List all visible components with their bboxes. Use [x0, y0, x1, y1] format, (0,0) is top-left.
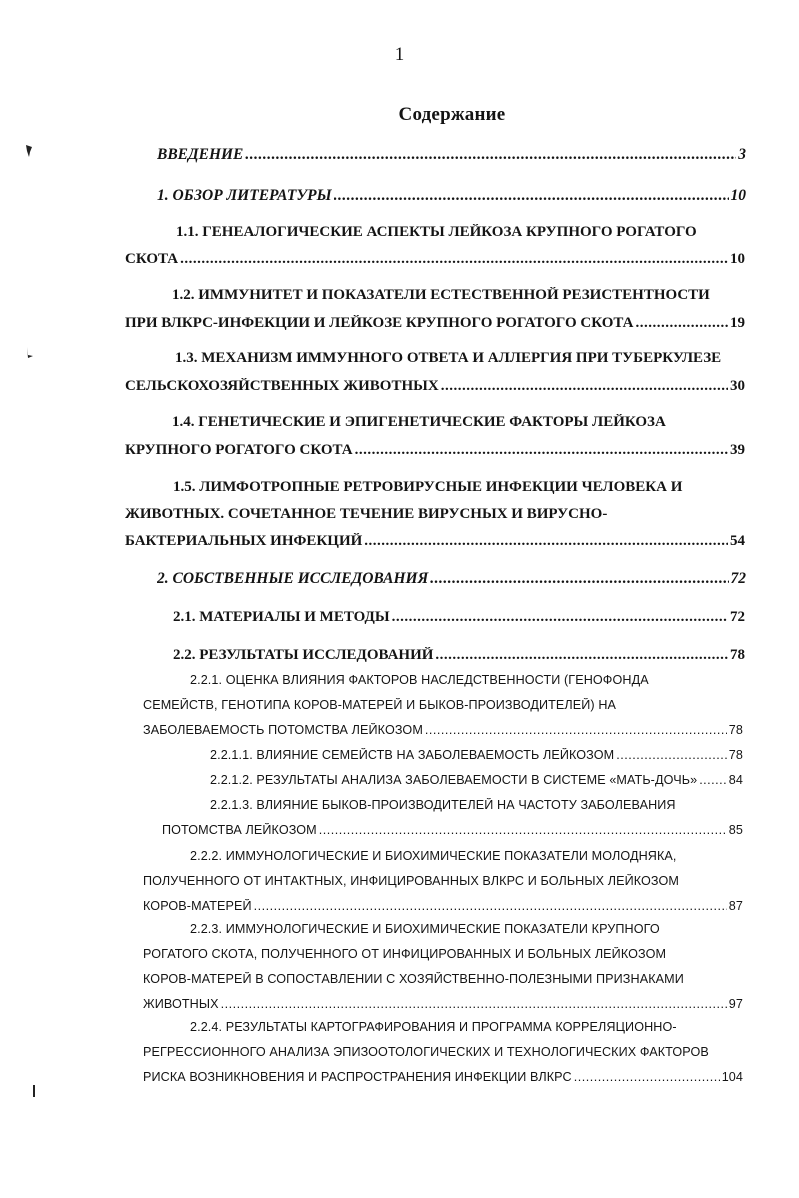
- dot-leader: [430, 570, 728, 588]
- dot-leader: [180, 251, 728, 268]
- scan-speck: [24, 346, 34, 360]
- toc-entry-1-2[interactable]: [125, 287, 745, 332]
- toc-entry-1-5[interactable]: [125, 479, 745, 550]
- entry-page-number: 78: [728, 723, 743, 737]
- entry-title: 2. СОБСТВЕННЫЕ ИССЛЕДОВАНИЯ: [157, 570, 429, 587]
- entry-page-number: 10: [730, 251, 745, 267]
- entry-title-line: СКОТА: [125, 251, 179, 267]
- entry-title: 1. ОБЗОР ЛИТЕРАТУРЫ: [157, 187, 332, 204]
- entry-page-number: 104: [721, 1070, 743, 1084]
- dot-leader: [355, 442, 728, 459]
- entry-title-line: 2.2.4. РЕЗУЛЬТАТЫ КАРТОГРАФИРОВАНИЯ И ПРОГРАММА КОРРЕЛЯЦИОННО-: [190, 1020, 677, 1034]
- entry-title-line: 1.1. ГЕНЕАЛОГИЧЕСКИЕ АСПЕКТЫ ЛЕЙКОЗА КРУПНОГО РОГАТОГО: [176, 224, 697, 240]
- entry-page-number: 39: [730, 442, 745, 458]
- entry-title-line: 2.2.1.3. ВЛИЯНИЕ БЫКОВ-ПРОИЗВОДИТЕЛЕЙ НА ЧАСТОТУ ЗАБОЛЕВАНИЯ: [210, 798, 676, 812]
- toc-entry-2-2-1[interactable]: [143, 673, 743, 737]
- entry-title-line: 1.2. ИММУНИТЕТ И ПОКАЗАТЕЛИ ЕСТЕСТВЕННОЙ РЕЗИСТЕНТНОСТИ: [172, 287, 710, 303]
- entry-title-line: 1.4. ГЕНЕТИЧЕСКИЕ И ЭПИГЕНЕТИЧЕСКИЕ ФАКТОРЫ ЛЕЙКОЗА: [172, 414, 666, 430]
- entry-title-line: РОГАТОГО СКОТА, ПОЛУЧЕННОГО ОТ ИНФИЦИРОВАННЫХ И БОЛЬНЫХ ЛЕЙКОЗОМ: [143, 947, 667, 961]
- toc-entry-1-4[interactable]: [125, 414, 745, 459]
- toc-title: Содержание: [398, 104, 506, 125]
- entry-page-number: 19: [730, 315, 745, 331]
- entry-title: 2.2.1.2. РЕЗУЛЬТАТЫ АНАЛИЗА ЗАБОЛЕВАЕМОСТИ В СИСТЕМЕ «МАТЬ-ДОЧЬ»: [210, 773, 698, 787]
- entry-page-number: 78: [730, 647, 745, 663]
- entry-title-line: ПРИ ВЛКРС-ИНФЕКЦИИ И ЛЕЙКОЗЕ КРУПНОГО РОГАТОГО СКОТА: [125, 315, 634, 331]
- dot-leader: [334, 187, 729, 205]
- entry-page-number: 78: [728, 748, 743, 762]
- page-number: 1: [394, 44, 405, 65]
- entry-title-line: СЕМЕЙСТВ, ГЕНОТИПА КОРОВ-МАТЕРЕЙ И БЫКОВ-ПРОИЗВОДИТЕЛЕЙ) НА: [143, 698, 617, 712]
- dot-leader: [364, 533, 728, 550]
- entry-title-line: КОРОВ-МАТЕРЕЙ В СОПОСТАВЛЕНИИ С ХОЗЯЙСТВЕННО-ПОЛЕЗНЫМИ ПРИЗНАКАМИ: [143, 972, 684, 986]
- toc-entry-2-2-3[interactable]: [143, 922, 743, 1011]
- entry-title: 2.1. МАТЕРИАЛЫ И МЕТОДЫ: [173, 609, 390, 625]
- toc-entry-literature-review[interactable]: [157, 187, 746, 205]
- dot-leader: [254, 899, 727, 913]
- entry-title-line: 1.3. МЕХАНИЗМ ИММУННОГО ОТВЕТА И АЛЛЕРГИЯ ПРИ ТУБЕРКУЛЕЗЕ: [175, 350, 722, 366]
- entry-page-number: 72: [730, 609, 745, 625]
- entry-page-number: 54: [730, 533, 745, 549]
- entry-title-line: 2.2.1. ОЦЕНКА ВЛИЯНИЯ ФАКТОРОВ НАСЛЕДСТВЕННОСТИ (ГЕНОФОНДА: [190, 673, 649, 687]
- entry-title-line: ПОЛУЧЕННОГО ОТ ИНТАКТНЫХ, ИНФИЦИРОВАННЫХ ВЛКРС И БОЛЬНЫХ ЛЕЙКОЗОМ: [143, 874, 679, 888]
- entry-title-line: 2.2.3. ИММУНОЛОГИЧЕСКИЕ И БИОХИМИЧЕСКИЕ ПОКАЗАТЕЛИ КРУПНОГО: [190, 922, 660, 936]
- toc-entry-2-2-4[interactable]: [143, 1020, 743, 1084]
- entry-page-number: 30: [730, 378, 745, 394]
- toc-entry-2-2-1-3[interactable]: [162, 798, 743, 837]
- entry-title-line: КРУПНОГО РОГАТОГО СКОТА: [125, 442, 353, 458]
- toc-entry-2-2-2[interactable]: [143, 849, 743, 913]
- toc-entry-introduction[interactable]: [157, 146, 746, 164]
- entry-title-line: ЗАБОЛЕВАЕМОСТЬ ПОТОМСТВА ЛЕЙКОЗОМ: [143, 723, 423, 737]
- entry-page-number: 85: [728, 823, 743, 837]
- toc-entry-1-1[interactable]: [125, 224, 745, 268]
- entry-page-number: 84: [728, 773, 743, 787]
- toc-entry-2-2[interactable]: [173, 647, 745, 664]
- dot-leader: [425, 723, 727, 737]
- dot-leader: [635, 315, 728, 332]
- entry-title-line: РИСКА ВОЗНИКНОВЕНИЯ И РАСПРОСТРАНЕНИЯ ИНФЕКЦИИ ВЛКРС: [143, 1070, 572, 1084]
- entry-page-number: 97: [728, 997, 743, 1011]
- dot-leader: [221, 997, 727, 1011]
- dot-leader: [245, 146, 736, 164]
- entry-title: ВВЕДЕНИЕ: [157, 146, 244, 163]
- dot-leader: [319, 823, 727, 837]
- dot-leader: [435, 647, 728, 664]
- entry-page-number: 72: [730, 570, 746, 587]
- toc-entry-2-2-1-1[interactable]: [210, 748, 743, 762]
- entry-title-line: ЖИВОТНЫХ: [143, 997, 219, 1011]
- scan-speck: [31, 1084, 37, 1098]
- dot-leader: [574, 1070, 720, 1084]
- dot-leader: [441, 378, 728, 395]
- toc-entry-2-1[interactable]: [173, 609, 745, 626]
- toc-entry-2-2-1-2[interactable]: [210, 773, 743, 787]
- entry-page-number: 10: [730, 187, 746, 204]
- dot-leader: [392, 609, 728, 626]
- scan-speck: [24, 144, 34, 158]
- entry-title-line: БАКТЕРИАЛЬНЫХ ИНФЕКЦИЙ: [125, 533, 363, 549]
- toc-entry-own-research[interactable]: [157, 570, 746, 588]
- entry-page-number: 3: [738, 146, 746, 163]
- entry-page-number: 87: [728, 899, 743, 913]
- entry-title: 2.2.1.1. ВЛИЯНИЕ СЕМЕЙСТВ НА ЗАБОЛЕВАЕМОСТЬ ЛЕЙКОЗОМ: [210, 748, 615, 762]
- entry-title-line: СЕЛЬСКОХОЗЯЙСТВЕННЫХ ЖИВОТНЫХ: [125, 378, 439, 394]
- dot-leader: [616, 748, 727, 762]
- entry-title-line: РЕГРЕССИОННОГО АНАЛИЗА ЭПИЗООТОЛОГИЧЕСКИХ И ТЕХНОЛОГИЧЕСКИХ ФАКТОРОВ: [143, 1045, 709, 1059]
- entry-title-line: 2.2.2. ИММУНОЛОГИЧЕСКИЕ И БИОХИМИЧЕСКИЕ ПОКАЗАТЕЛИ МОЛОДНЯКА,: [190, 849, 677, 863]
- entry-title-line: ЖИВОТНЫХ. СОЧЕТАННОЕ ТЕЧЕНИЕ ВИРУСНЫХ И ВИРУСНО-: [125, 506, 608, 522]
- dot-leader: [699, 773, 727, 787]
- entry-title: 2.2. РЕЗУЛЬТАТЫ ИССЛЕДОВАНИЙ: [173, 647, 434, 663]
- entry-title-line: 1.5. ЛИМФОТРОПНЫЕ РЕТРОВИРУСНЫЕ ИНФЕКЦИИ ЧЕЛОВЕКА И: [173, 479, 683, 495]
- toc-entry-1-3[interactable]: [125, 350, 745, 395]
- entry-title-line: КОРОВ-МАТЕРЕЙ: [143, 899, 252, 913]
- entry-title-line: ПОТОМСТВА ЛЕЙКОЗОМ: [162, 823, 317, 837]
